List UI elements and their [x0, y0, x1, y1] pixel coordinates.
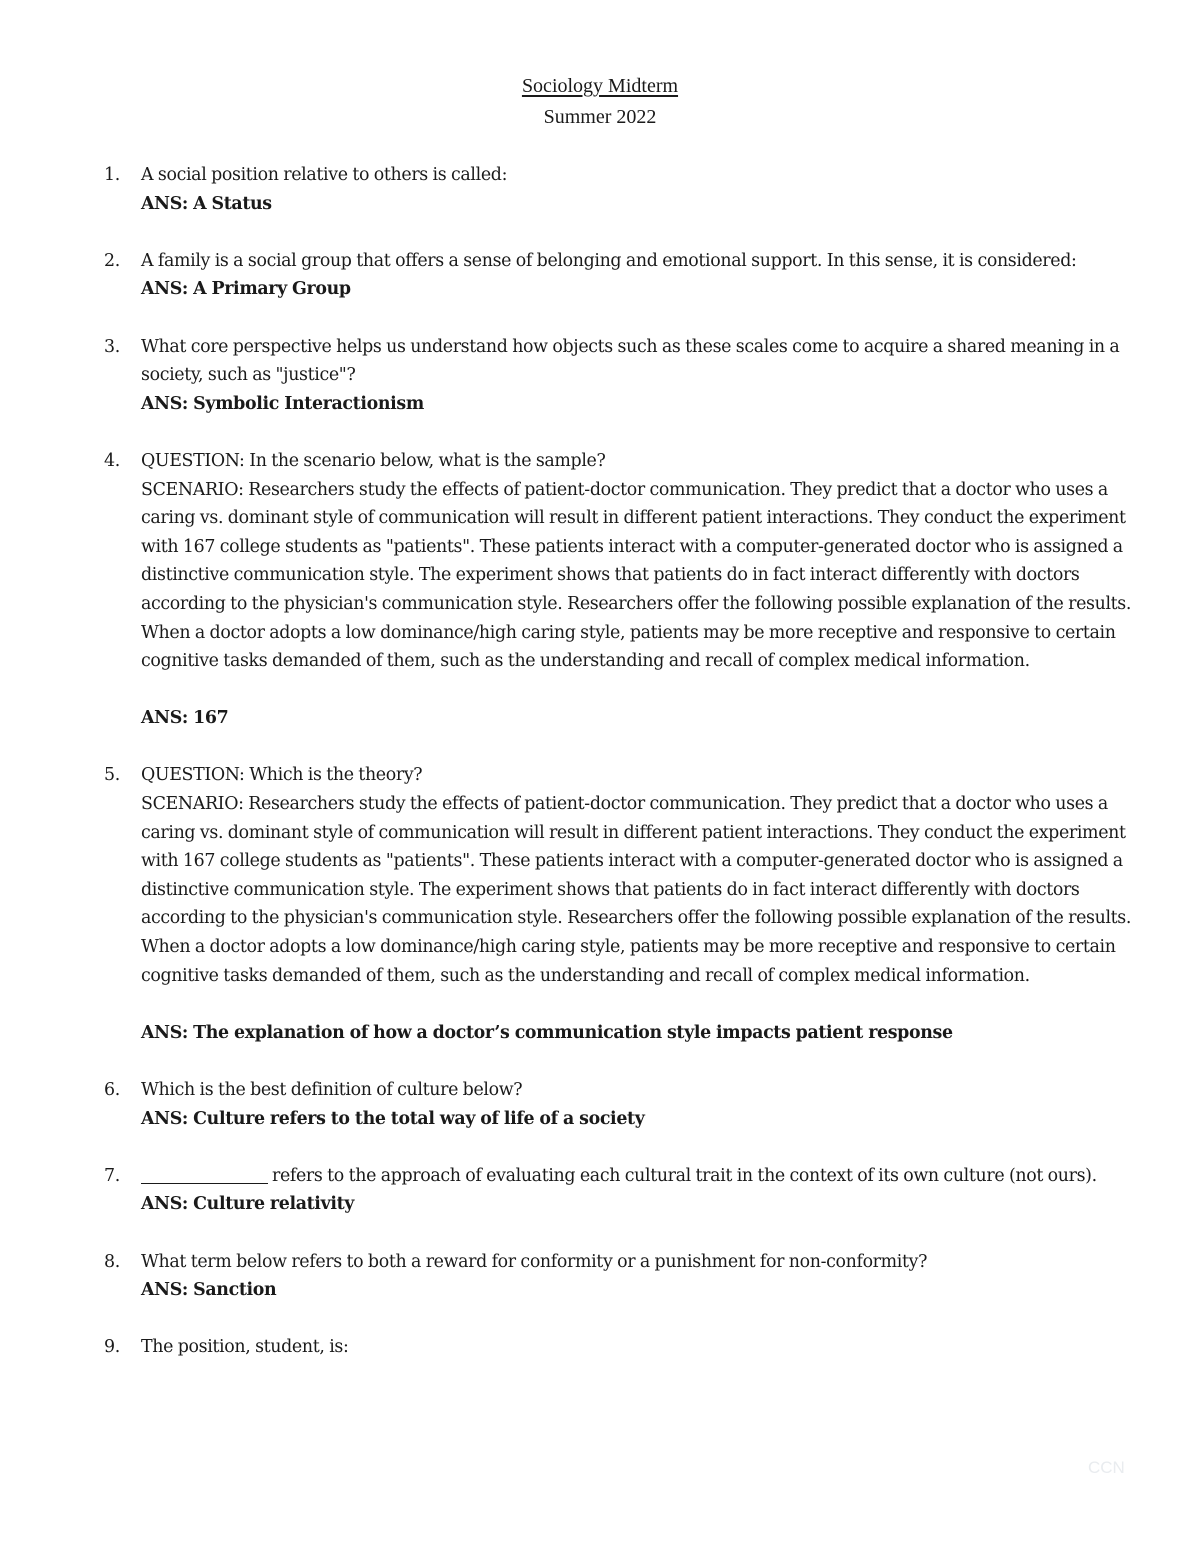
- question-number: 4.: [104, 450, 120, 471]
- question-number: 2.: [104, 250, 120, 271]
- question-text: A social position relative to others is called:: [141, 165, 508, 185]
- question-number: 7.: [104, 1165, 120, 1186]
- question-item: [102, 447, 1142, 733]
- question-text: refers to the approach of evaluating each cultural trait in the context of its own culture (not ours).: [272, 1165, 1097, 1186]
- answer-text: ANS: 167: [141, 708, 229, 729]
- question-item: [102, 247, 1142, 304]
- scenario-text: SCENARIO: Researchers study the effects of patient-doctor communication. They predict that a doctor who uses a caring vs. dominant style of communication will result in different patient interactions. They conduct the experiment with 167 college students as "patients". These patients interact with a computer-generated doctor who is assigned a distinctive communication style. The experiment shows that patients do in fact interact differently with doctors according to the physician's communication style. Researchers offer the following possible explanation of the results. When a doctor adopts a low dominance/high caring style, patients may be more receptive and responsive to certain cognitive tasks demanded of them, such as the understanding and recall of complex medical information.: [141, 794, 1132, 986]
- document-header: [0, 72, 1200, 131]
- question-text: QUESTION: Which is the theory?: [141, 765, 423, 786]
- answer-text: ANS: A Status: [141, 193, 272, 214]
- question-text: What core perspective helps us understand how objects such as these scales come to acquire a shared meaning in a society, such as "justice"?: [141, 336, 1120, 386]
- question-item: [102, 333, 1142, 419]
- watermark: CCN: [1088, 1458, 1125, 1477]
- page-subtitle: Summer 2022: [543, 106, 657, 128]
- answer-text: ANS: The explanation of how a doctor’s communication style impacts patient response: [141, 1022, 953, 1043]
- question-item: [102, 1162, 1142, 1219]
- question-item: [102, 1248, 1142, 1305]
- question-number: 8.: [104, 1251, 120, 1272]
- question-number: 5.: [104, 765, 120, 786]
- answer-text: ANS: Symbolic Interactionism: [141, 393, 424, 414]
- question-text-row: [141, 1162, 1142, 1191]
- question-text: The position, student, is:: [141, 1337, 349, 1358]
- answer-text: ANS: Culture relativity: [141, 1194, 355, 1215]
- question-list: [102, 161, 1142, 1391]
- scenario-text: SCENARIO: Researchers study the effects of patient-doctor communication. They predict that a doctor who uses a caring vs. dominant style of communication will result in different patient interactions. They conduct the experiment with 167 college students as "patients". These patients interact with a computer-generated doctor who is assigned a distinctive communication style. The experiment shows that patients do in fact interact differently with doctors according to the physician's communication style. Researchers offer the following possible explanation of the results. When a doctor adopts a low dominance/high caring style, patients may be more receptive and responsive to certain cognitive tasks demanded of them, such as the understanding and recall of complex medical information.: [141, 479, 1132, 672]
- answer-text: ANS: Sanction: [141, 1280, 277, 1301]
- answer-text: ANS: A Primary Group: [141, 279, 351, 300]
- question-item: [102, 761, 1142, 1047]
- fill-in-blank: [141, 1165, 268, 1184]
- question-number: 6.: [104, 1080, 120, 1100]
- question-number: 1.: [104, 165, 120, 185]
- question-text: Which is the best definition of culture below?: [141, 1080, 523, 1100]
- question-number: 3.: [104, 336, 120, 357]
- question-item: [102, 1333, 1142, 1362]
- question-item: [102, 161, 1142, 218]
- question-text: What term below refers to both a reward for conformity or a punishment for non-conformity?: [141, 1251, 928, 1272]
- answer-text: ANS: Culture refers to the total way of life of a society: [141, 1108, 645, 1129]
- question-text: QUESTION: In the scenario below, what is the sample?: [141, 450, 606, 471]
- question-text: A family is a social group that offers a sense of belonging and emotional support. In this sense, it is considered:: [141, 250, 1077, 271]
- question-number: 9.: [104, 1337, 120, 1358]
- page-title: Sociology Midterm: [521, 75, 679, 97]
- question-item: [102, 1076, 1142, 1133]
